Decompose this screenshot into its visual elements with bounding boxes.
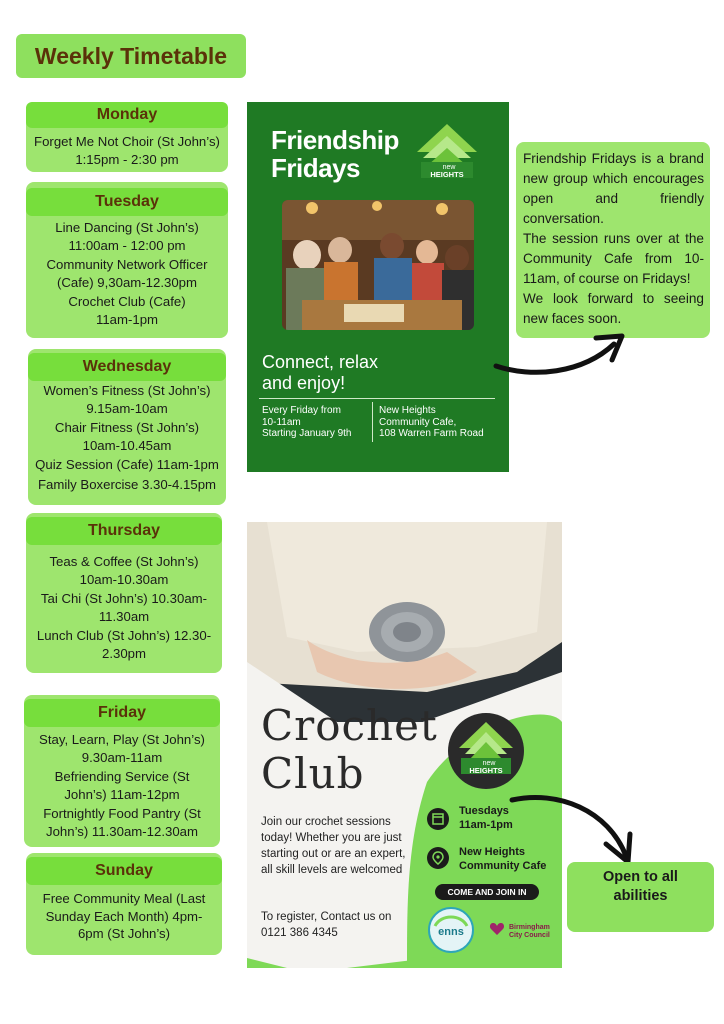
item-line: 10am-10.45am — [82, 437, 172, 453]
poster-when — [459, 804, 513, 832]
item-line: Women’s Fitness (St John’s) — [43, 383, 211, 398]
open-to-all-box — [567, 862, 714, 932]
where-line: Community Cafe, — [379, 416, 457, 428]
where-line: New Heights — [459, 846, 526, 858]
council-line: City Council — [509, 932, 550, 939]
item-line: Chair Fitness (St John’s) — [54, 420, 200, 435]
heart-icon — [489, 922, 505, 936]
day-card-thursday — [26, 513, 222, 673]
day-items-wednesday — [28, 382, 226, 495]
divider — [259, 398, 495, 399]
tagline-line: Connect, relax — [262, 352, 379, 372]
item-line: 11.30am — [98, 608, 150, 624]
day-heading-wednesday: Wednesday — [28, 353, 226, 381]
where-line: New Heights — [379, 405, 436, 416]
when-line: Starting January 9th — [262, 428, 352, 439]
divider — [372, 402, 373, 442]
poster-title-line: Fridays — [271, 153, 360, 183]
item-line: Sunday Each Month) 4pm- — [45, 908, 203, 924]
poster-title-line: Club — [261, 749, 365, 798]
open-note-line: abilities — [613, 888, 668, 904]
crochet-club-poster — [247, 522, 562, 968]
curved-arrow-icon — [492, 330, 628, 378]
poster-title — [271, 126, 399, 182]
day-card-sunday — [26, 853, 222, 955]
curved-arrow-icon — [508, 790, 634, 866]
tagline-line: and enjoy! — [262, 373, 346, 393]
day-heading-monday: Monday — [26, 102, 228, 128]
council-logo-text — [509, 924, 550, 940]
info-paragraph: Friendship Fridays is a brand new group which encourages open and friendly conversation. — [523, 151, 704, 226]
item-line: 9.30am-11am — [81, 749, 163, 765]
day-card-tuesday — [26, 182, 228, 338]
enns-logo-icon — [427, 906, 475, 954]
item-line: (Cafe) 9,30am-12.30pm — [56, 274, 197, 290]
page-title: Weekly Timetable — [34, 43, 228, 69]
item-line: 2.30pm — [102, 645, 146, 661]
item-line: Teas & Coffee (St John’s) — [49, 554, 199, 569]
enns-logo-text: enns — [438, 926, 464, 938]
day-heading-tuesday: Tuesday — [26, 188, 228, 216]
day-heading-sunday: Sunday — [26, 857, 222, 885]
where-line: Community Cafe — [459, 860, 547, 872]
poster-where — [379, 405, 504, 440]
logo-text: new — [482, 760, 496, 767]
day-card-friday — [24, 695, 220, 847]
open-note-line: Open to all — [603, 869, 678, 885]
item-line: Free Community Meal (Last — [42, 891, 206, 906]
item-line: John’s) 11.30am-12.30am — [46, 823, 198, 839]
calendar-icon — [427, 808, 449, 830]
item-line: Tai Chi (St John’s) 10.30am- — [40, 591, 208, 606]
poster-title — [261, 702, 438, 798]
council-line: Birmingham — [509, 924, 550, 931]
item-line: Forget Me Not Choir (St John’s) — [34, 134, 220, 149]
item-line: Stay, Learn, Play (St John’s) — [39, 732, 205, 747]
day-card-monday — [26, 102, 228, 172]
item-line: John’s) 11am-12pm — [64, 786, 180, 802]
day-items-sunday — [26, 890, 222, 945]
poster-register: To register, Contact us on 0121 386 4345 — [261, 911, 392, 939]
day-items-friday — [24, 731, 220, 842]
when-line: Tuesdays — [459, 805, 509, 817]
day-card-wednesday — [28, 349, 226, 505]
where-line: 108 Warren Farm Road — [379, 428, 484, 439]
logo-text: new — [442, 164, 456, 171]
item-line: 10am-10.30am — [79, 571, 169, 587]
info-paragraph: The session runs over at the Community Cafe from 10-11am, of course on Fridays! — [523, 231, 704, 286]
day-items-tuesday — [26, 219, 228, 330]
day-items-monday — [26, 133, 228, 170]
item-line: Crochet Club (Cafe) — [68, 294, 186, 309]
item-line: Fortnightly Food Pantry (St — [43, 806, 201, 821]
friendship-fridays-poster — [247, 102, 509, 472]
friends-playing-game-photo — [282, 200, 474, 330]
day-items-thursday — [26, 553, 222, 664]
item-line: Family Boxercise 3.30-4.15pm — [37, 476, 217, 492]
new-heights-logo-icon — [447, 712, 525, 790]
when-line: 10-11am — [262, 416, 301, 428]
info-paragraph: We look forward to seeing new faces soon. — [523, 291, 704, 326]
poster-tagline — [262, 352, 378, 394]
item-line: 11am-1pm — [95, 311, 159, 327]
when-line: Every Friday from — [262, 405, 341, 416]
day-heading-thursday: Thursday — [26, 517, 222, 545]
page-title-box — [16, 34, 246, 78]
item-line: Quiz Session (Cafe) 11am-1pm — [35, 457, 219, 472]
item-line: 9.15am-10am — [86, 400, 168, 416]
poster-description: Join our crochet sessions today! Whether you are just starting out or are an expert, all skill levels are welcomed — [261, 816, 406, 876]
item-line: 6pm (St John’s) — [77, 926, 171, 941]
item-line: Community Network Officer — [46, 257, 208, 272]
item-line: Lunch Club (St John’s) 12.30- — [36, 628, 212, 643]
friendship-info-box — [516, 142, 710, 338]
new-heights-logo-icon — [415, 122, 479, 180]
day-heading-friday: Friday — [24, 699, 220, 727]
poster-when — [262, 405, 370, 440]
item-line: 1:15pm - 2:30 pm — [75, 151, 179, 167]
item-line: 11:00am - 12:00 pm — [68, 237, 186, 253]
come-and-join-button: COME AND JOIN IN — [435, 884, 539, 900]
item-line: Befriending Service (St — [54, 769, 190, 784]
logo-text: HEIGHTS — [430, 170, 464, 179]
logo-text: HEIGHTS — [469, 766, 503, 775]
item-line: Line Dancing (St John’s) — [55, 220, 199, 235]
poster-title-line: Crochet — [261, 701, 438, 750]
when-line: 11am-1pm — [459, 819, 513, 831]
poster-title-line: Friendship — [271, 125, 399, 155]
location-pin-icon — [427, 847, 449, 869]
